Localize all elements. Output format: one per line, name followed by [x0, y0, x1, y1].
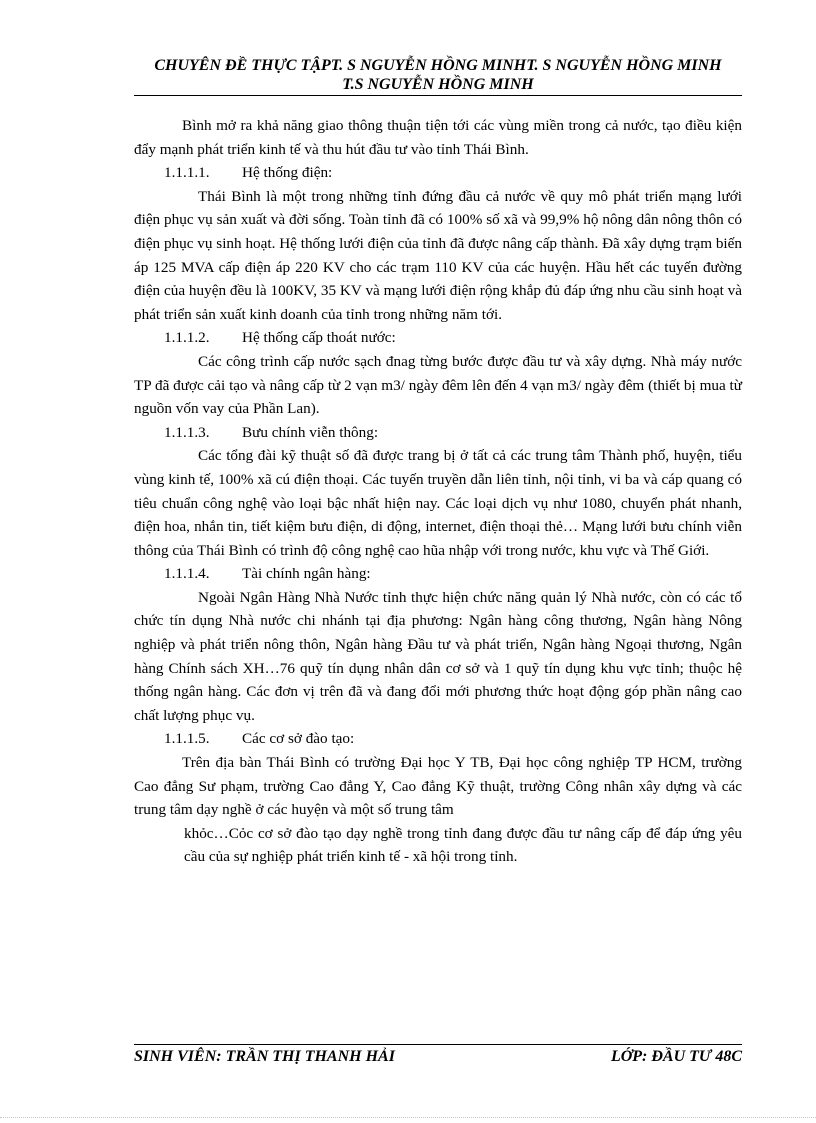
- section-heading-electricity: [134, 161, 742, 185]
- section-paragraph-water: Các công trình cấp nước sạch đnag từng bước được đầu tư và xây dựng. Nhà máy nước TP đã được cải tạo và nâng cấp từ 2 vạn m3/ ngày đêm lên đến 4 vạn m3/ ngày đêm (thiết bị mua từ nguồn vốn vay của Phần Lan).: [134, 352, 742, 418]
- section-number: 1.1.1.3.: [164, 423, 210, 441]
- section-title: Bưu chính viễn thông:: [242, 423, 379, 441]
- section-paragraph-education: Trên địa bàn Thái Bình có trường Đại học Y TB, Đại học công nghiệp TP HCM, trường Cao đẳng Sư phạm, trường Cao đẳng Y, Cao đẳng Kỹ thuật, trường Công nhân xây dựng và các trung tâm dạy nghề ở các huyện và một số trung tâm: [134, 754, 742, 819]
- section-heading-water: [134, 326, 742, 350]
- section-heading-education: [134, 727, 742, 751]
- section-title: Hệ thống cấp thoát nước:: [242, 329, 396, 347]
- intro-paragraph: Bình mở ra khả năng giao thông thuận tiện tới các vùng miền trong cả nước, tạo điều kiện đẩy mạnh phát triển kinh tế và thu hút đầu tư vào tỉnh Thái Bình.: [134, 117, 742, 158]
- section-heading-banking: [134, 562, 742, 586]
- footer-class: LỚP: ĐẦU TƯ 48C: [610, 1048, 742, 1065]
- section-number: 1.1.1.2.: [164, 329, 210, 347]
- section-heading-telecom: [134, 421, 742, 445]
- footer-divider: [134, 1044, 742, 1045]
- header-line-2: T.S NGUYỄN HỒNG MINH: [342, 76, 534, 93]
- section-paragraph-education-continued: khỏc…Cỏc cơ sở đào tạo dạy nghề trong tỉnh đang được đầu tư nâng cấp để đáp ứng yêu cầu của sự nghiệp phát triển kinh tế - xã hội trong tỉnh.: [184, 824, 742, 866]
- page-header: [134, 56, 742, 94]
- section-number: 1.1.1.4.: [164, 565, 210, 583]
- page-bottom-boundary: [0, 1117, 816, 1118]
- section-paragraph-electricity: Thái Bình là một trong những tỉnh đứng đầu cả nước về quy mô phát triển mạng lưới điện phục vụ sản xuất và đời sống. Toàn tỉnh đã có 100% số xã và 99,9% hộ nông dân nông thôn có điện phục vụ sinh hoạt. Hệ thống lưới điện của tỉnh đã được nâng cấp thành. Đã xây dựng trạm biến áp 125 MVA cấp điện áp 220 KV cho các trạm 110 KV của các huyện. Hầu hết các tuyến đường điện của huyện đều là 100KV, 35 KV và mạng lưới điện rộng khắp đủ đáp ứng nhu cầu sinh hoạt và phát triển sản xuất kinh doanh của tỉnh trong những năm tới.: [134, 187, 742, 323]
- section-title: Tài chính ngân hàng:: [242, 565, 371, 583]
- header-divider: [134, 95, 742, 96]
- section-paragraph-telecom: Các tổng đài kỹ thuật số đã được trang bị ở tất cả các trung tâm Thành phố, huyện, tiểu vùng kinh tế, 100% xã cú điện thoại. Các tuyến truyền dẫn liên tỉnh, nội tỉnh, vi ba và cáp quang có tiêu chuẩn công nghệ vào loại bậc nhất hiện nay. Các loại dịch vụ như 1080, chuyển phát nhanh, điện hoa, nhắn tin, tiết kiệm bưu điện, di động, internet, điện thoại thẻ… Mạng lưới bưu chính viễn thông của Thái Bình có trình độ công nghệ cao hũa nhập với trong nước, khu vực và Thế Giới.: [134, 447, 742, 559]
- section-title: Hệ thống điện:: [242, 164, 333, 182]
- document-body: [134, 114, 742, 869]
- section-number: 1.1.1.1.: [164, 164, 210, 182]
- section-number: 1.1.1.5.: [164, 730, 210, 748]
- footer-student-name: SINH VIÊN: TRẦN THỊ THANH HẢI: [134, 1048, 395, 1065]
- header-line-1: CHUYÊN ĐỀ THỰC TẬPT. S NGUYỄN HỒNG MINHT. S NGUYỄN HỒNG MINH: [154, 57, 722, 74]
- section-paragraph-banking: Ngoài Ngân Hàng Nhà Nước tỉnh thực hiện chức năng quản lý Nhà nước, còn có các tổ chức tín dụng Nhà nước chi nhánh tại địa phương: Ngân hàng công thương, Ngân hàng Nông nghiệp và phát triển nông thôn, Ngân hàng Đầu tư và phát triển, Ngân hàng Ngoại thương, Ngân hàng Chính sách XH…76 quỹ tín dụng nhân dân cơ sở và 1 quỹ tín dụng khu vực tỉnh; thuộc hệ thống ngân hàng. Các đơn vị trên đã và đang đổi mới phương thức hoạt động góp phần nâng cao chất lượng phục vụ.: [134, 588, 742, 724]
- section-title: Các cơ sở đào tạo:: [242, 730, 355, 748]
